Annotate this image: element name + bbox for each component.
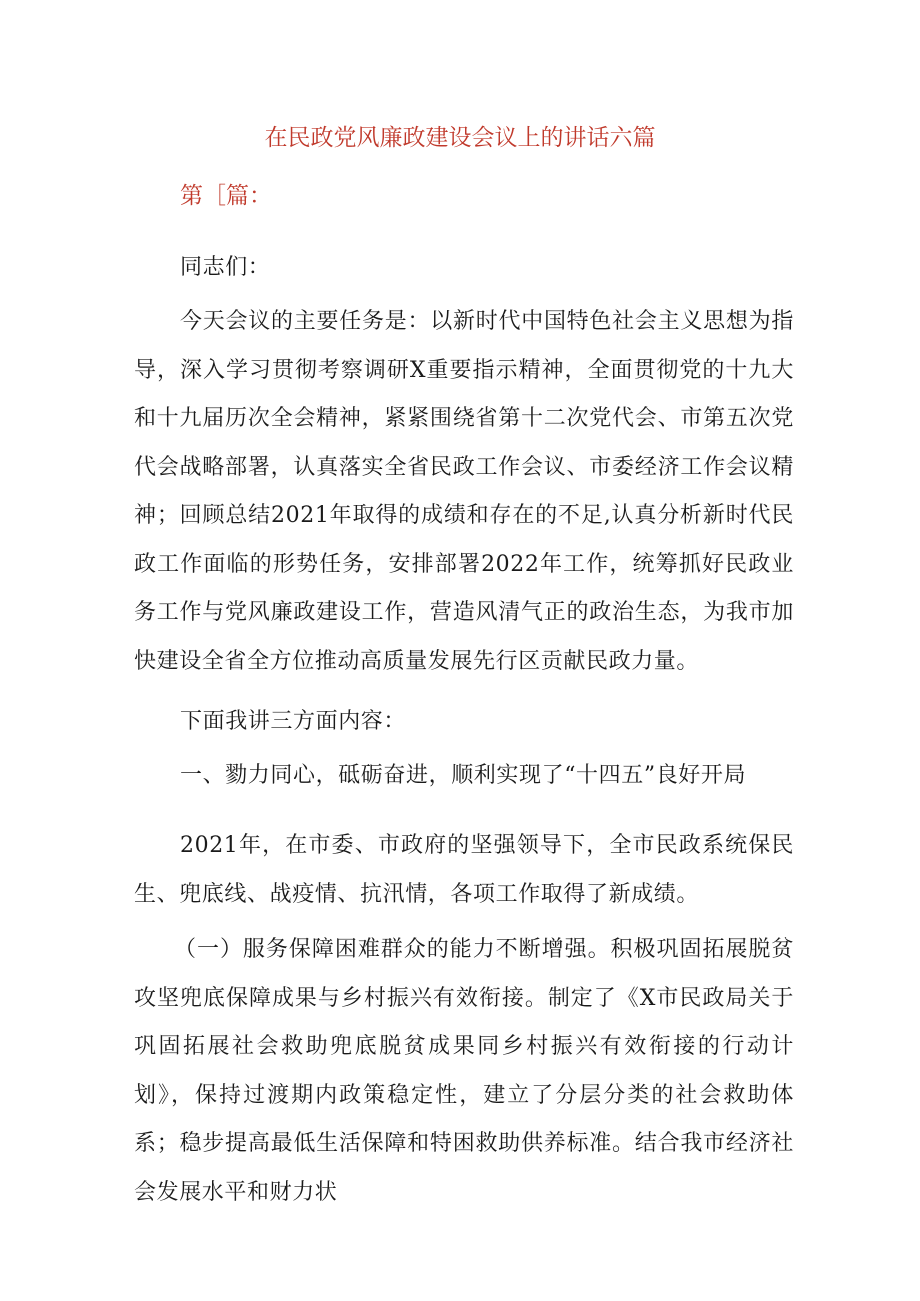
paragraph-subsection-one: （一）服务保障困难群众的能力不断增强。积极巩固拓展脱贫攻坚兜底保障成果与乡村振兴有效衔接。制定了《X市民政局关于巩固拓展社会救助兜底脱贫成果同乡村振兴有效衔接的行动计划》，保持过渡期内政策稳定性，建立了分层分类的社会救助体系；稳步提高最低生活保障和特困救助供养标准。结合我市经济社会发展水平和财力状 (134, 937, 794, 1205)
document-title: 在民政党风廉政建设会议上的讲话六篇 (264, 125, 656, 151)
paragraph-three-aspects: 下面我讲三方面内容： (180, 709, 407, 734)
paragraph-2021: 2021年，在市委、市政府的坚强领导下，全市民政系统保民生、兜底线、战疫情、抗汛情，各项工作取得了新成绩。 (134, 833, 794, 907)
greeting: 同志们： (180, 255, 271, 280)
section-label: 第［篇： (180, 183, 272, 209)
section-one-heading: 一、勠力同心，砥砺奋进，顺利实现了“十四五”良好开局 (180, 763, 747, 788)
paragraph-task: 今天会议的主要任务是：以新时代中国特色社会主义思想为指导，深入学习贯彻考察调研X重要指示精神，全面贯彻党的十九大和十九届历次全会精神，紧紧围绕省第十二次党代会、市第五次党代会战略部署，认真落实全省民政工作会议、市委经济工作会议精神；回顾总结2021年取得的成绩和存在的不足,认真分析新时代民政工作面临的形势任务，安排部署2022年工作，统筹抓好民政业务工作与党风廉政建设工作，营造风清气正的政治生态，为我市加快建设全省全方位推动高质量发展先行区贡献民政力量。 (134, 309, 794, 674)
